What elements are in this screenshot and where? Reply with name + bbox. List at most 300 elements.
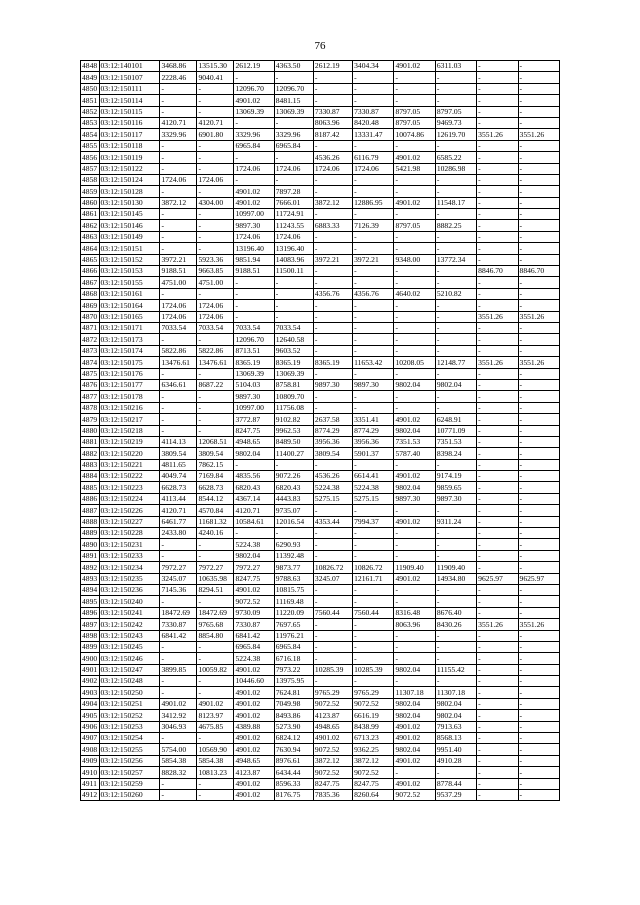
table-cell: 7330.87 [160,619,197,630]
table-cell: 4123.87 [313,710,352,721]
table-cell: 8176.75 [274,790,313,801]
table-cell: 9765.29 [313,687,352,698]
table-cell: 6965.84 [274,641,313,652]
table-cell: 4901.02 [394,778,435,789]
table-row [81,322,560,333]
table-cell: 03:12:150217 [99,414,160,425]
table-cell: - [394,368,435,379]
table-cell: 4901.02 [234,664,274,675]
table-cell: 4879 [82,414,98,424]
table-cell: 10826.72 [353,562,394,573]
table-cell: - [353,459,394,470]
table-row [81,505,560,516]
table-cell: 8687.22 [197,379,234,390]
table-cell: - [313,539,352,550]
table-cell: 10813.23 [197,767,234,778]
table-cell: 4850 [82,84,98,94]
table-cell: - [274,152,313,163]
table-cell: 3772.87 [234,414,274,425]
table-cell: - [477,345,518,356]
table-cell: - [313,459,352,470]
table-cell: 7624.81 [274,687,313,698]
table-cell: - [435,345,476,356]
table-cell: 14083.96 [274,254,313,265]
table-cell: - [518,163,559,174]
table-row [81,129,560,140]
table-cell: 9735.07 [274,505,313,516]
table-cell: - [518,448,559,459]
table-cell: - [313,231,352,242]
table-cell: - [394,391,435,402]
table-cell: 5901.37 [353,448,394,459]
table-cell: - [518,493,559,504]
table-cell: - [477,277,518,288]
table-cell: 03:12:150175 [99,357,160,368]
table-cell: 7972.27 [197,562,234,573]
table-cell: 03:12:150231 [99,539,160,550]
table-cell: 9072.52 [353,698,394,709]
table-cell: 4353.44 [313,516,352,527]
table-row [81,619,560,630]
table-cell: 4905 [82,710,98,720]
table-cell: - [477,231,518,242]
table-cell: 03:12:150235 [99,573,160,584]
table-cell: 4875 [82,368,98,378]
table-row [81,83,560,94]
table-row [81,197,560,208]
table-cell: - [477,653,518,664]
table-cell: 3046.93 [160,721,197,732]
table-cell: 7351.53 [394,436,435,447]
table-cell: 5854.38 [160,755,197,766]
table-cell: - [518,368,559,379]
table-cell: 14934.80 [435,573,476,584]
table-cell: - [518,641,559,652]
table-cell: - [313,641,352,652]
table-cell: 10285.39 [353,664,394,675]
table-cell: - [518,721,559,732]
table-cell: 13069.39 [234,368,274,379]
table-cell: 11724.91 [274,209,313,220]
table-cell: - [353,300,394,311]
table-cell: 4877 [82,391,98,401]
table-cell: 4901.02 [313,733,352,744]
table-cell: 5224.38 [313,482,352,493]
table-cell: 03:12:150228 [99,528,160,539]
table-cell: 11681.32 [197,516,234,527]
table-cell: - [197,186,234,197]
table-cell: 5224.38 [353,482,394,493]
table-cell: 8846.70 [518,266,559,277]
table-cell: 8438.99 [353,721,394,732]
table-cell: - [394,550,435,561]
table-cell: 2637.58 [313,414,352,425]
table-cell: 11220.09 [274,607,313,618]
table-cell: 13196.40 [234,243,274,254]
table-cell: 9072.52 [353,767,394,778]
table-cell: - [477,72,518,83]
table-cell: - [353,243,394,254]
table-cell: - [477,334,518,345]
table-cell: 10285.39 [313,664,352,675]
table-cell: - [274,117,313,128]
table-row [81,436,560,447]
table-cell: 7994.37 [353,516,394,527]
table-cell: 10809.70 [274,391,313,402]
table-cell: - [353,83,394,94]
table-cell: 4901 [82,665,98,675]
table-cell: 4864 [82,243,98,253]
table-cell: - [234,288,274,299]
table-cell: - [197,231,234,242]
table-cell: - [518,733,559,744]
table-row [81,368,560,379]
table-cell: - [394,140,435,151]
table-cell: - [197,391,234,402]
table-cell: 8187.42 [313,129,352,140]
table-cell: 8063.96 [394,619,435,630]
table-cell: - [435,391,476,402]
table-cell: 8247.75 [234,573,274,584]
table-cell: 4848 [82,61,98,71]
table-cell: 6965.84 [274,140,313,151]
table-cell: - [518,186,559,197]
table-cell: 9072.52 [313,698,352,709]
table-cell: 03:12:150218 [99,425,160,436]
table-cell: 2612.19 [313,61,352,72]
table-cell: 3972.21 [353,254,394,265]
table-cell: 9348.00 [394,254,435,265]
table-cell: 12096.70 [274,83,313,94]
table-cell: 9788.63 [274,573,313,584]
table-cell: - [394,300,435,311]
table-cell: - [435,300,476,311]
table-cell: - [274,459,313,470]
table-cell: 4901.02 [234,186,274,197]
table-cell: 03:12:150247 [99,664,160,675]
table-cell: 3872.12 [313,197,352,208]
table-cell: - [394,209,435,220]
table-cell: 4903 [82,687,98,697]
table-cell: - [435,231,476,242]
table-cell: - [160,733,197,744]
table-cell: 11756.08 [274,402,313,413]
table-cell: - [197,140,234,151]
table-row [81,402,560,413]
table-cell: - [274,311,313,322]
table-row [81,231,560,242]
table-row [81,493,560,504]
table-cell: 6628.73 [160,482,197,493]
table-cell: - [518,676,559,687]
table-cell: - [518,425,559,436]
table-cell: 4854 [82,129,98,139]
table-cell: 03:12:150236 [99,584,160,595]
table-cell: - [313,311,352,322]
table-cell: 3872.12 [313,755,352,766]
table-cell: 6346.61 [160,379,197,390]
table-cell: - [518,471,559,482]
table-cell: 4885 [82,482,98,492]
table-cell: - [234,174,274,185]
table-cell: - [160,334,197,345]
table-cell: - [197,414,234,425]
table-cell: 3551.26 [477,311,518,322]
table-row [81,357,560,368]
table-cell: 4869 [82,300,98,310]
table-cell: - [274,528,313,539]
table-cell: - [197,163,234,174]
table-cell: 03:12:150122 [99,163,160,174]
table-cell: 4367.14 [234,493,274,504]
table-cell: - [353,584,394,595]
table-row [81,767,560,778]
table-cell: 2612.19 [234,61,274,72]
table-cell: 4891 [82,551,98,561]
table-cell: 8778.44 [435,778,476,789]
table-cell: 10997.00 [234,402,274,413]
table-cell: - [477,152,518,163]
table-cell: - [477,254,518,265]
table-cell: 03:12:150165 [99,311,160,322]
table-cell: - [518,391,559,402]
table-cell: - [160,653,197,664]
table-cell: 03:12:150242 [99,619,160,630]
table-cell: - [313,596,352,607]
table-cell: 9802.04 [394,664,435,675]
table-cell: - [234,528,274,539]
table-cell: 6820.43 [274,482,313,493]
table-cell: 5787.40 [394,448,435,459]
table-cell: 6628.73 [197,482,234,493]
table-row [81,95,560,106]
table-cell: - [313,334,352,345]
table-cell: - [477,641,518,652]
table-cell: 8294.51 [197,584,234,595]
table-cell: 9188.51 [160,266,197,277]
table-cell: - [477,664,518,675]
table-cell: - [477,106,518,117]
table-cell: - [518,322,559,333]
table-cell: 7560.44 [313,607,352,618]
table-cell: 8420.48 [353,117,394,128]
table-cell: - [518,744,559,755]
table-cell: 4859 [82,186,98,196]
table-cell: 7049.98 [274,698,313,709]
table-cell: 9851.94 [234,254,274,265]
table-cell: - [518,653,559,664]
table-cell: 6461.77 [160,516,197,527]
table-cell: - [394,277,435,288]
table-cell: - [160,391,197,402]
table-cell: 6824.12 [274,733,313,744]
table-cell: - [197,209,234,220]
table-cell: - [394,334,435,345]
table-cell: 03:12:150116 [99,117,160,128]
table-cell: 8365.19 [234,357,274,368]
table-cell: 03:12:150223 [99,482,160,493]
table-cell: - [477,721,518,732]
table-cell: 8247.75 [234,425,274,436]
table-cell: 8247.75 [313,778,352,789]
table-cell: 7913.63 [435,721,476,732]
table-cell: - [313,505,352,516]
table-cell: - [435,140,476,151]
table-cell: 13069.39 [234,106,274,117]
table-cell: 4570.84 [197,505,234,516]
table-cell: 4948.65 [234,436,274,447]
table-cell: - [160,778,197,789]
table-cell: 8797.05 [394,220,435,231]
table-cell: 6820.43 [234,482,274,493]
table-cell: 4902 [82,676,98,686]
table-cell: - [197,653,234,664]
table-cell: 4901.02 [394,721,435,732]
table-cell: - [160,220,197,231]
table-cell: 4852 [82,106,98,116]
table-cell: - [518,277,559,288]
table-cell: 03:12:150124 [99,174,160,185]
table-cell: 10815.75 [274,584,313,595]
table-cell: - [274,300,313,311]
table-cell: 7630.94 [274,744,313,755]
table-cell: 4899 [82,642,98,652]
table-cell: 5104.03 [234,379,274,390]
table-cell: 7033.54 [274,322,313,333]
table-cell: 13515.30 [197,61,234,72]
table-cell: - [353,641,394,652]
table-cell: 03:12:150241 [99,607,160,618]
table-cell: - [477,584,518,595]
table-cell: 03:12:150178 [99,391,160,402]
data-table [80,60,560,801]
table-cell: 03:12:150222 [99,471,160,482]
table-cell: 5210.82 [435,288,476,299]
table-cell: 3809.54 [313,448,352,459]
table-cell: - [477,539,518,550]
table-cell: - [160,641,197,652]
table-cell: 03:12:150252 [99,710,160,721]
table-cell: 6290.93 [274,539,313,550]
table-cell: 4862 [82,220,98,230]
table-row [81,117,560,128]
table-cell: - [394,174,435,185]
table-cell: - [197,152,234,163]
table-cell: - [477,140,518,151]
table-cell: - [435,186,476,197]
table-cell: 4889 [82,528,98,538]
table-cell: - [353,368,394,379]
table-cell: 4857 [82,163,98,173]
table-cell: - [160,687,197,698]
table-cell: - [435,209,476,220]
table-cell: - [394,243,435,254]
table-cell: 5224.38 [234,539,274,550]
table-cell: 4901.02 [394,152,435,163]
table-cell: - [435,174,476,185]
table-cell: - [477,243,518,254]
table-cell: - [435,334,476,345]
table-cell: 4304.00 [197,197,234,208]
table-row [81,254,560,265]
table-cell: 1724.06 [234,163,274,174]
table-cell: 8365.19 [313,357,352,368]
table-cell: - [477,379,518,390]
table-cell: 03:12:150115 [99,106,160,117]
table-cell: 03:12:150118 [99,140,160,151]
table-cell: - [518,83,559,94]
table-cell: - [477,767,518,778]
table-cell: 4865 [82,255,98,265]
table-cell: - [477,448,518,459]
table-cell: 3245.07 [313,573,352,584]
table-cell: 03:12:150221 [99,459,160,470]
table-row [81,414,560,425]
table-row [81,528,560,539]
table-cell: 1724.06 [197,174,234,185]
table-cell: - [353,209,394,220]
table-cell: 4897 [82,619,98,629]
table-cell: - [518,562,559,573]
table-cell: 03:12:150128 [99,186,160,197]
table-cell: 4888 [82,517,98,527]
table-cell: 4948.65 [313,721,352,732]
table-cell: 3956.36 [353,436,394,447]
table-cell: 4881 [82,437,98,447]
table-cell: - [435,277,476,288]
table-cell: 6616.19 [353,710,394,721]
table-cell: 11392.48 [274,550,313,561]
table-cell: 7897.28 [274,186,313,197]
table-cell: 4536.26 [313,152,352,163]
table-row [81,778,560,789]
table-cell: 1724.06 [353,163,394,174]
table-cell: 4880 [82,425,98,435]
table-cell: 4356.76 [313,288,352,299]
table-cell: - [353,391,394,402]
table-cell: 3468.86 [160,61,197,72]
table-cell: - [234,300,274,311]
table-cell: 4356.76 [353,288,394,299]
table-row [81,277,560,288]
table-cell: 4858 [82,175,98,185]
table-cell: 4863 [82,232,98,242]
table-cell: 9311.24 [435,516,476,527]
table-cell: - [518,607,559,618]
table-cell: 03:12:150234 [99,562,160,573]
table-cell: - [313,584,352,595]
table-cell: - [477,95,518,106]
table-cell: - [477,209,518,220]
table-cell: - [435,676,476,687]
table-cell: - [353,231,394,242]
table-cell: 10286.98 [435,163,476,174]
table-cell: - [435,596,476,607]
table-cell: 03:12:150240 [99,596,160,607]
table-row [81,471,560,482]
table-cell: - [197,402,234,413]
table-cell: 7666.01 [274,197,313,208]
table-cell: 12096.70 [234,334,274,345]
table-cell: 11976.21 [274,630,313,641]
table-cell: 03:12:150152 [99,254,160,265]
table-cell: - [160,186,197,197]
table-cell: 9174.19 [435,471,476,482]
table-cell: - [477,744,518,755]
table-row [81,334,560,345]
table-row [81,641,560,652]
table-cell: - [518,117,559,128]
